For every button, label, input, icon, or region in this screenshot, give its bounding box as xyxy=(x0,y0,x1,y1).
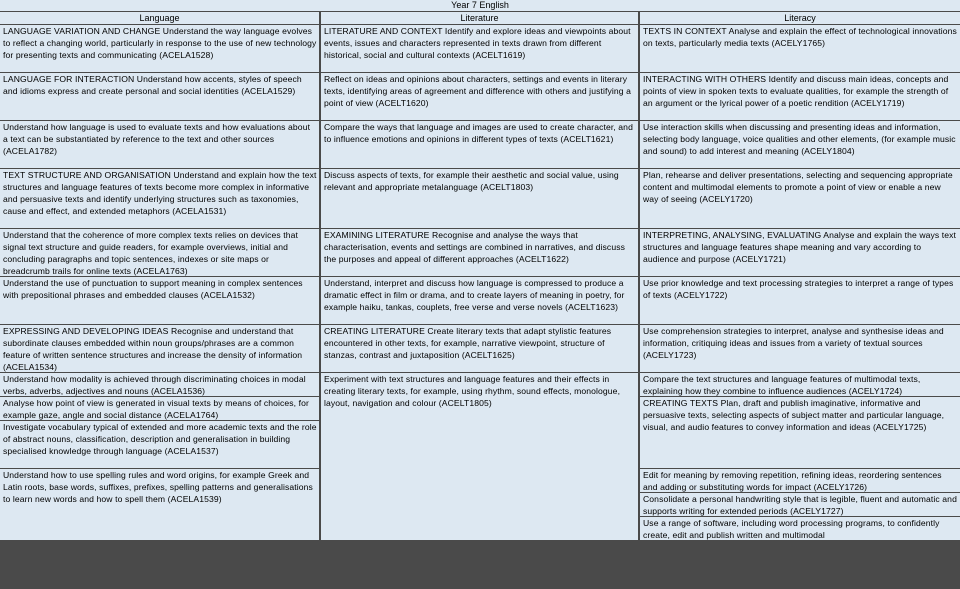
table-cell: LANGUAGE FOR INTERACTION Understand how accents, styles of speech and idioms express and create personal and social identities (ACELA1529) xyxy=(0,73,319,121)
table-cell: LANGUAGE VARIATION AND CHANGE Understand the way language evolves to reflect a changing world, particularly in response to the use of new technology for presenting texts and communicating (ACELA1528) xyxy=(0,25,319,73)
table-cell: LITERATURE AND CONTEXT Identify and explore ideas and viewpoints about events, issues and characters represented in texts drawn from different historical, social and cultural contexts (ACELT1619) xyxy=(321,25,638,73)
table-cell: INTERACTING WITH OTHERS Identify and discuss main ideas, concepts and points of view in spoken texts to evaluate qualities, for example the strength of an argument or the lyrical power of a poetic rendition (ACELY1719) xyxy=(640,73,960,121)
table-cell: Understand how language is used to evaluate texts and how evaluations about a text can be substantiated by reference to the text and other sources (ACELA1782) xyxy=(0,121,319,169)
table-cell: Analyse how point of view is generated in visual texts by means of choices, for example gaze, angle and social distance (ACELA1764) xyxy=(0,397,319,421)
table-cell: Use a range of software, including word processing programs, to confidently create, edit and publish written and multimodal xyxy=(643,518,940,540)
table-cell: Plan, rehearse and deliver presentations, selecting and sequencing appropriate content and multimodal elements to promote a point of view or enable a new way of seeing (ACELY1720) xyxy=(640,169,960,229)
table-cell: Discuss aspects of texts, for example their aesthetic and social value, using relevant and appropriate metalanguage (ACELT1803) xyxy=(321,169,638,229)
table-cell: CREATING LITERATURE Create literary texts that adapt stylistic features encountered in other texts, for example, narrative viewpoint, structure of stanzas, contrast and juxtaposition (ACELT1625) xyxy=(321,325,638,373)
table-cell: EXPRESSING AND DEVELOPING IDEAS Recognise and understand that subordinate clauses embedded within noun groups/phrases are a common feature of written sentence structures and increase the density of information (ACELA1534) xyxy=(0,325,319,373)
table-cell: Edit for meaning by removing repetition, refining ideas, reordering sentences and adding or substituting words for impact (ACELY1726) xyxy=(640,469,960,493)
table-cell: INTERPRETING, ANALYSING, EVALUATING Analyse and explain the ways text structures and language features shape meaning and vary according to audience and purpose (ACELY1721) xyxy=(640,229,960,277)
table-cell: Understand, interpret and discuss how language is compressed to produce a dramatic effect in film or drama, and to create layers of meaning in poetry, for example haiku, tankas, couplets, free verse and verse novels (ACELT1623) xyxy=(321,277,638,325)
table-cell: Understand how modality is achieved through discriminating choices in modal verbs, adverbs, adjectives and nouns (ACELA1536) xyxy=(0,373,319,397)
table-cell: Understand that the coherence of more complex texts relies on devices that signal text structure and guide readers, for example overviews, initial and concluding paragraphs and topic sentences, indexes or site maps or breadcrumb trails for online texts (ACELA1763) xyxy=(0,229,319,277)
table-cell: Use comprehension strategies to interpret, analyse and synthesise ideas and information, critiquing ideas and issues from a variety of textual sources (ACELY1723) xyxy=(640,325,960,373)
table-cell: TEXT STRUCTURE AND ORGANISATION Understand and explain how the text structures and language features of texts become more complex in informative and persuasive texts and identify underlying structures such as taxonomies, cause and effect, and extended metaphors (ACELA1531) xyxy=(0,169,319,229)
table-cell: Compare the text structures and language features of multimodal texts, explaining how they combine to influence audiences (ACELY1724) xyxy=(640,373,960,397)
table-cell: Use prior knowledge and text processing strategies to interpret a range of types of texts (ACELY1722) xyxy=(640,277,960,325)
table-cell: Understand the use of punctuation to support meaning in complex sentences with prepositional phrases and embedded clauses (ACELA1532) xyxy=(0,277,319,325)
table-cell: Consolidate a personal handwriting style that is legible, fluent and automatic and supports writing for extended periods (ACELY1727) xyxy=(640,493,960,517)
table-title: Year 7 English xyxy=(0,0,960,11)
table-cell: Use interaction skills when discussing and presenting ideas and information, selecting body language, voice qualities and other elements, (for example music and sound) to add interest and meaning (ACELY1804) xyxy=(640,121,960,169)
table-cell: CREATING TEXTS Plan, draft and publish imaginative, informative and persuasive texts, selecting aspects of subject matter and particular language, visual, and audio features to convey information and ideas (ACELY1725) xyxy=(640,397,960,469)
table-cell: TEXTS IN CONTEXT Analyse and explain the effect of technological innovations on texts, particularly media texts (ACELY1765) xyxy=(640,25,960,73)
table-cell: Compare the ways that language and images are used to create character, and to influence emotions and opinions in different types of texts (ACELT1621) xyxy=(321,121,638,169)
column-header-language: Language xyxy=(0,12,319,25)
literacy-column xyxy=(640,12,960,540)
column-header-literacy: Literacy xyxy=(640,12,960,25)
table-cell: Understand how to use spelling rules and word origins, for example Greek and Latin roots, base words, suffixes, prefixes, spelling patterns and generalisations to learn new words and how to spell them (ACELA1539) xyxy=(3,470,313,504)
table-cell: Investigate vocabulary typical of extended and more academic texts and the role of abstract nouns, classification, description and generalisation in building specialised knowledge through language (ACELA1537) xyxy=(0,421,319,469)
table-cell: EXAMINING LITERATURE Recognise and analyse the ways that characterisation, events and settings are combined in narratives, and discuss the purposes and appeal of different approaches (ACELT1622) xyxy=(321,229,638,277)
column-header-literature: Literature xyxy=(321,12,638,25)
literature-column xyxy=(321,12,638,540)
table-cell: Experiment with text structures and language features and their effects in creating literary texts, for example, using rhythm, sound effects, monologue, layout, navigation and colour (ACELT1805) xyxy=(324,374,621,408)
language-column xyxy=(0,12,319,540)
table-cell: Reflect on ideas and opinions about characters, settings and events in literary texts, identifying areas of agreement and difference with others and justifying a point of view (ACELT1620) xyxy=(321,73,638,121)
